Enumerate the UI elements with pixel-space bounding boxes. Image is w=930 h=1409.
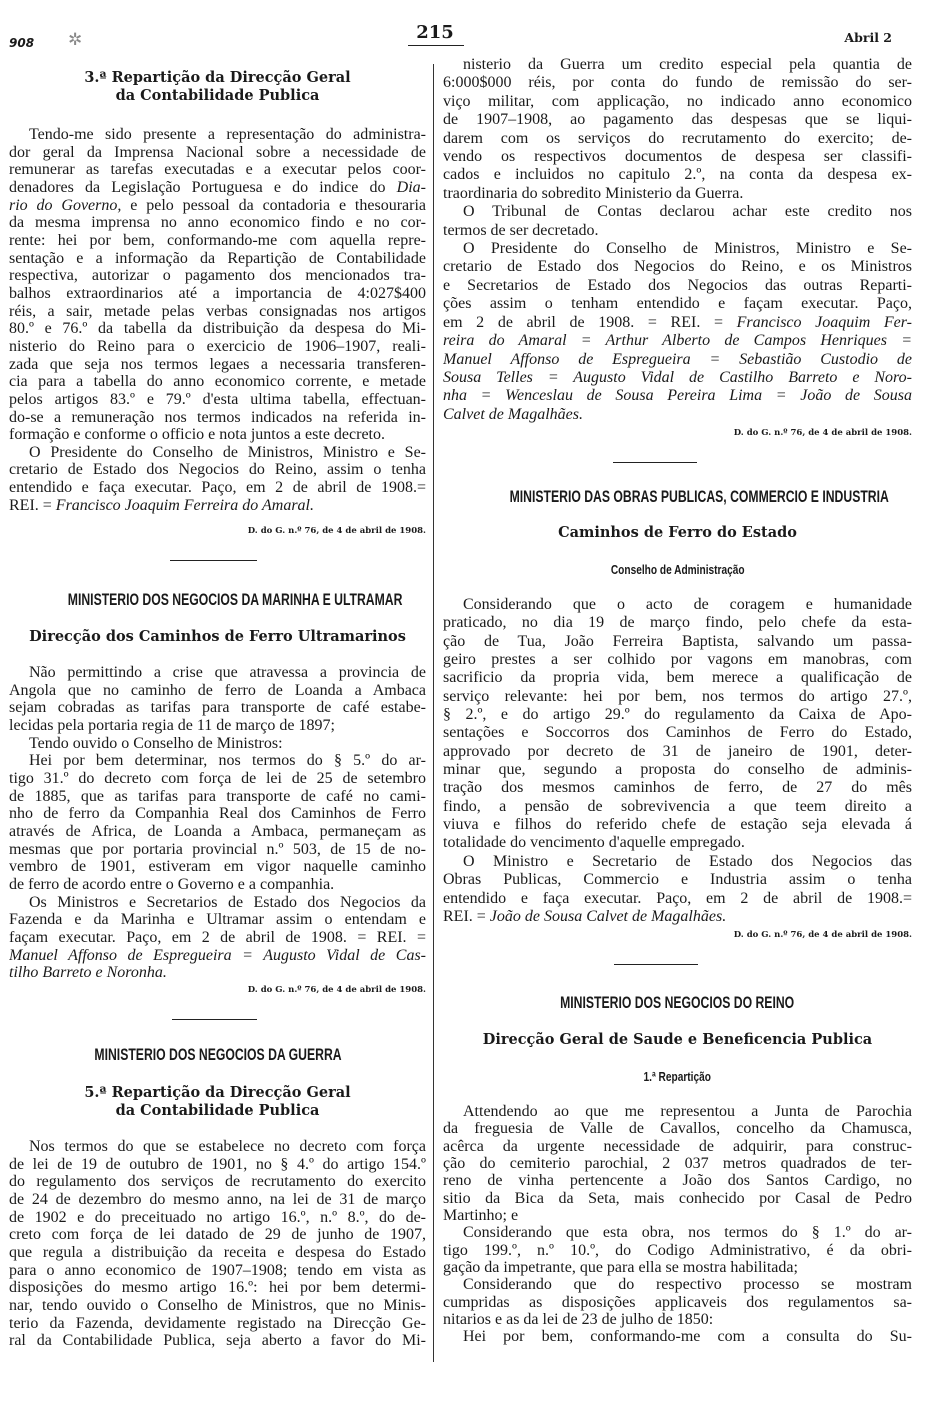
text-segment: e pelo pessoal da contadoria e thesouraria: [121, 196, 426, 214]
text-line: cia para a tabella do anno economico corrente, e metade: [9, 373, 426, 391]
text-line: Os Ministros e Secretarios de Estado dos Negocios da: [29, 893, 426, 911]
text-line: nitarios e as da lei de 23 de julho de 1850:: [443, 1311, 714, 1329]
ministry-title: MINISTERIO DOS NEGOCIOS DO REINO: [560, 994, 795, 1012]
text-line: sacrificio da propria vida, bem merece a qualificação de: [443, 669, 912, 687]
text-line: respectiva, autorizar o pagamento dos mencionados tra-: [9, 267, 426, 285]
text-segment: em 2 de abril de 1908. = REI. =: [443, 313, 737, 331]
subheading: Caminhos de Ferro do Estado: [558, 524, 797, 541]
heading-line: 5.ª Repartição da Direcção Geral: [84, 1084, 351, 1101]
text-line: viuva e filhos do referido chefe de estação seja elevada á: [443, 816, 912, 834]
text-segment: REI. =: [443, 907, 490, 925]
page-date: Abril 2: [844, 30, 892, 45]
text-line: cretario de Estado dos Negocios do Reino, assim o tenha: [9, 461, 426, 479]
text-line: cretario de Estado dos Negocios do Reino, e os Ministros: [443, 258, 912, 276]
text-line: sitio da Bica da Seta, mais conhecido por Casal de Pedro: [443, 1189, 912, 1207]
subheading: Direcção dos Caminhos de Ferro Ultramarinos: [29, 628, 406, 645]
text-line: minar que, segundo a proposta do conselho de adminis-: [443, 761, 912, 779]
text-line: da freguesia de Valle de Cavallos, concelho da Chamusca,: [443, 1120, 912, 1138]
text-line: Tendo-me sido presente a representação do administra-: [29, 126, 426, 143]
text-line: de ferro de acordo entre o Governo e a companhia.: [9, 875, 335, 893]
paragraph: [443, 240, 912, 424]
paragraph: [9, 664, 426, 735]
ministry-title: MINISTERIO DOS NEGOCIOS DA GUERRA: [93, 1046, 342, 1064]
text-line: O Tribunal de Contas declarou achar este credito nos: [463, 203, 912, 221]
ministry-heading: [443, 993, 912, 1013]
decree-text: [9, 664, 426, 982]
text-line: dor geral da Imprensa Nacional sobre a necessidade de: [9, 143, 426, 161]
text-line: de 1902 e do preceituado no artigo 16.º, n.º 8.º, do de-: [9, 1208, 426, 1226]
text-line: [9, 497, 426, 515]
section-separator: [614, 964, 698, 965]
text-line: [9, 197, 426, 215]
text-line: serviço relevante: hei por bem, nos termos do artigo 27.º,: [443, 687, 912, 705]
text-line: tração dos mesmos caminhos de ferro, de 27 do mês: [443, 779, 912, 797]
crest-ornament-icon: ✲: [68, 30, 83, 49]
text-line: cados e incluidos no capitulo 2.º, na conta da despesa ex-: [443, 166, 912, 184]
text-line: zada que seja nos termos legaes a necessaria transferen-: [9, 355, 426, 373]
text-line: de 1885, que as tarifas para transporte de café no cami-: [9, 787, 426, 805]
text-segment: REI. =: [9, 496, 56, 514]
italic-text-segment: Manuel Affonso de Espregueira = Augusto Vidal de Cas-: [9, 946, 426, 964]
text-line: [443, 387, 912, 405]
text-line: sentação e a informação da Repartição de Contabilidade: [9, 249, 426, 267]
text-line: gação da impetrante, que para ella se mostra habilitada;: [443, 1259, 798, 1277]
text-line: ção de Tua, João Ferreira Baptista, salvando um passa-: [443, 632, 912, 650]
text-line: [9, 964, 426, 982]
citation: D. do G. n.º 76, de 4 de abril de 1908.: [733, 930, 912, 940]
minor-heading: [443, 1067, 912, 1087]
text-line: acêrca da urgente necessidade de adquirir, para construc-: [443, 1137, 912, 1155]
ministry-heading: [443, 487, 912, 507]
text-line: façam executar. Paço, em 2 de abril de 1908. = REI. =: [9, 928, 426, 946]
minor-heading: [443, 560, 912, 580]
text-line: sentações e Soccorros dos Caminhos de Ferro do Estado,: [443, 724, 912, 742]
paragraph: [9, 1138, 426, 1350]
text-line: Fazenda e da Marinha e Ultramar assim o entendam e: [9, 911, 426, 929]
text-line: de lei de 19 de outubro de 1901, no § 4.º do artigo 154.º: [9, 1155, 426, 1173]
text-line: tigo 31.º do decreto com força de lei de 25 de setembro: [9, 769, 426, 787]
text-line: através de Africa, de Loanda a Ambaca, permaneçam as: [9, 822, 426, 840]
text-line: vendo os respectivos documentos de despesa ser classifi-: [443, 148, 912, 166]
text-line: totalidade do vencimento d'aquelle empregado.: [443, 834, 745, 852]
citation: D. do G. n.º 76, de 4 de abril de 1908.: [247, 526, 426, 536]
text-line: sejam cobradas as tarifas para transporte de café estabe-: [9, 699, 426, 717]
text-line: Attendendo ao que me representou a Junta de Parochia: [463, 1103, 912, 1120]
text-line: 80.º e 76.º da tabella da distribuição da despesa do Mi-: [9, 320, 426, 338]
text-line: vembro de 1901, estiveram em vigor naquelle caminho: [9, 858, 426, 876]
text-line: rente: hei por bem, conformando-me com aquella repre-: [9, 231, 426, 249]
text-line: ral da Contabilidade Publica, seja aberto a favor do Mi-: [9, 1332, 426, 1350]
text-line: entendido e faça executar. Paço, em 2 de abril de 1908.=: [9, 479, 426, 497]
text-line: que regula a distribuição da receita e despesa do Estado: [9, 1243, 426, 1261]
text-line: pelos artigos 83.º e 79.º d'esta ultima tabella, effectuan-: [9, 390, 426, 408]
paragraph: [443, 596, 912, 853]
paragraph: [443, 853, 912, 926]
italic-text-segment: Dia-: [396, 178, 426, 196]
text-line: [443, 369, 912, 387]
paragraph: [443, 56, 912, 203]
column-divider: [433, 64, 434, 1362]
section-separator: [170, 560, 257, 561]
heading-line: da Contabilidade Publica: [115, 87, 320, 104]
text-line: Obras Publicas, Commercio e Industria assim o tenha: [443, 871, 912, 889]
text-line: Angola que no caminho de ferro de Loanda a Ambaca: [9, 681, 426, 699]
ministry-heading: [9, 1045, 426, 1065]
decree-text: [443, 596, 912, 926]
decree-text: [443, 56, 912, 424]
minor-heading-text: Conselho de Administração: [610, 562, 745, 577]
decree-text: [9, 1138, 426, 1350]
text-line: darem com os serviços do recrutamento do exercito; de-: [443, 129, 912, 147]
citation: D. do G. n.º 76, de 4 de abril de 1908.: [247, 985, 426, 995]
ministry-title: MINISTERIO DOS NEGOCIOS DA MARINHA E ULTRAMAR: [67, 591, 403, 609]
text-line: Nos termos do que se estabelece no decreto com força: [29, 1138, 426, 1155]
section-separator: [172, 1019, 257, 1020]
text-line: creto com força de lei datado de 29 de junho de 1907,: [9, 1226, 426, 1244]
paragraph: [443, 1224, 912, 1276]
page-number: 215: [416, 22, 454, 43]
decree-text: [9, 126, 426, 514]
text-line: nho de ferro da Companhia Real dos Caminhos de Ferro: [9, 805, 426, 823]
text-line: [443, 406, 912, 424]
text-line: [443, 908, 912, 926]
text-line: [443, 314, 912, 332]
citation: D. do G. n.º 76, de 4 de abril de 1908.: [733, 428, 912, 438]
text-line: cumpridas as disposições applicaveis dos regulamentos sa-: [443, 1293, 912, 1311]
text-line: § 2.º, e do artigo 29.º do regulamento da Caixa de Apo-: [443, 706, 912, 724]
paragraph: [9, 444, 426, 515]
heading-line: 3.ª Repartição da Direcção Geral: [84, 69, 351, 86]
text-line: terio da Fazenda, devidamente registado na Direcção Ge-: [9, 1314, 426, 1332]
text-line: O Ministro e Secretario de Estado dos Negocios das: [463, 852, 912, 870]
text-line: tigo 199.º, n.º 10.º, do Codigo Administrativo, é da obri-: [443, 1241, 912, 1259]
text-line: Considerando que do respectivo processo se mostram: [463, 1276, 912, 1294]
decree-text: [443, 1103, 912, 1346]
text-line: geiro prestes a ser colhido por vagons em manobras, com: [443, 651, 912, 669]
page-number-underline: [408, 45, 464, 46]
italic-text-segment: tilho Barreto e Noronha.: [9, 964, 167, 982]
text-line: ção do cemiterio parochial, 2 037 metros quadrados de ter-: [443, 1155, 912, 1173]
text-line: entendido e faça executar. Paço, em 2 de abril de 1908.=: [443, 889, 912, 907]
heading-line: da Contabilidade Publica: [115, 1102, 320, 1119]
text-line: approvado por decreto de 31 de janeiro de 1901, deter-: [443, 742, 912, 760]
section-heading: [9, 1084, 426, 1120]
text-line: [443, 351, 912, 369]
text-line: [9, 179, 426, 197]
text-line: Tendo ouvido o Conselho de Ministros:: [29, 734, 283, 752]
text-line: O Presidente do Conselho de Ministros, Ministro e Se-: [29, 443, 426, 461]
text-line: nisterio do Reino para o exercicio de 1906–1907, reali-: [9, 337, 426, 355]
text-line: Não permittindo a crise que atravessa a provincia de: [29, 664, 426, 681]
text-line: mesmas que por portaria provincial n.º 503, de 15 de no-: [9, 840, 426, 858]
ministry-title: MINISTERIO DAS OBRAS PUBLICAS, COMMERCIO E INDUSTRIA: [509, 488, 889, 506]
text-line: O Presidente do Conselho de Ministros, Ministro e Se-: [463, 240, 912, 258]
italic-text-segment: Manuel Affonso de Espregueira = Sebastião Custodio de: [443, 350, 912, 368]
text-line: formação e conforme o officio e nota juntos a este decreto.: [9, 426, 385, 444]
section-heading: [9, 69, 426, 105]
text-line: do-se a remuneração nos termos indicados na referida in-: [9, 408, 426, 426]
paragraph: [9, 894, 426, 982]
paragraph: [9, 126, 426, 444]
text-line: e Secretarios de Estado dos Negocios das outras Reparti-: [443, 276, 912, 294]
minor-heading-text: 1.ª Repartição: [643, 1069, 712, 1084]
ministry-heading: [9, 590, 426, 610]
italic-text-segment: João de Sousa Calvet de Magalhães.: [489, 907, 727, 925]
text-line: traordinaria do sobredito Ministerio da Guerra.: [443, 184, 744, 202]
text-line: praticado, no dia 19 de março findo, pelo chefe da esta-: [443, 614, 912, 632]
text-line: reno de vinha pertencente a João dos Santos Cardigo, no: [443, 1172, 912, 1190]
italic-text-segment: Calvet de Magalhães.: [443, 405, 583, 423]
text-line: Hei por bem determinar, nos termos do § 5.º do ar-: [29, 752, 426, 770]
left-page-number: 908: [9, 36, 35, 50]
text-line: balhos extraordinarios até a importancia de 4:027$400: [9, 284, 426, 302]
italic-text-segment: nha = Wenceslau de Sousa Pereira Lima = João de Sousa: [443, 387, 912, 405]
text-segment: denadores da Legislação Portuguesa e do indice do: [9, 178, 397, 196]
text-line: de 1907–1908, ao pagamento das despesas que se liqui-: [443, 111, 912, 129]
text-line: disposições do mesmo artigo 16.º: hei por bem determi-: [9, 1279, 426, 1297]
paragraph: [443, 203, 912, 240]
text-line: ções assim o tenham entendido e façam executar. Paço,: [443, 295, 912, 313]
text-line: Considerando que esta obra, nos termos do § 1.º do ar-: [463, 1224, 912, 1242]
text-line: viço militar, com applicação, no indicado anno economico: [443, 92, 912, 110]
text-line: nar, tendo ouvido o Conselho de Ministros, que no Minis-: [9, 1296, 426, 1314]
section-separator: [613, 462, 697, 463]
italic-text-segment: reira do Amaral = Arthur Alberto de Campos Henriques =: [443, 332, 912, 350]
text-line: Considerando que o acto de coragem e humanidade: [463, 596, 912, 613]
text-line: réis, a sair, metade pelas verbas consignadas nos artigos: [9, 302, 426, 320]
text-line: da mesma imprensa no anno economico findo e no cor-: [9, 214, 426, 232]
text-line: para o anno economico de 1907–1908; tendo em vista as: [9, 1261, 426, 1279]
paragraph: [9, 752, 426, 893]
paragraph: [443, 1328, 912, 1345]
italic-text-segment: Francisco Joaquim Ferreira do Amaral.: [55, 496, 314, 514]
paragraph: [443, 1276, 912, 1328]
italic-text-segment: Francisco Joaquim Fer-: [736, 313, 912, 331]
text-line: [9, 947, 426, 965]
text-line: Hei por bem, conformando-me com a consulta do Su-: [463, 1328, 912, 1346]
text-line: do regulamento dos serviços de recrutamento do exercito: [9, 1173, 426, 1191]
italic-text-segment: Sousa Telles = Augusto Vidal de Castilho Barreto e Noro-: [443, 368, 912, 386]
text-line: [443, 332, 912, 350]
subheading: Direcção Geral de Saude e Beneficencia Publica: [482, 1031, 873, 1048]
paragraph: [443, 1103, 912, 1224]
text-line: termos de ser decretado.: [443, 221, 599, 239]
text-line: 6:000$000 réis, por conta do fundo de remissão do ser-: [443, 74, 912, 92]
text-line: lecidas pela portaria regia de 11 de março de 1897;: [9, 716, 335, 734]
italic-text-segment: rio do Governo,: [9, 196, 122, 214]
text-line: nisterio da Guerra um credito especial pela quantia de: [463, 56, 912, 73]
text-line: Martinho; e: [443, 1207, 519, 1225]
text-line: de 24 de dezembro do mesmo anno, na lei de 31 de março: [9, 1190, 426, 1208]
paragraph: [9, 735, 426, 753]
text-line: findo, a pensão de sobrevivencia a que teem direito a: [443, 797, 912, 815]
text-line: remunerar as tarefas executadas e a executar pelos coor-: [9, 161, 426, 179]
